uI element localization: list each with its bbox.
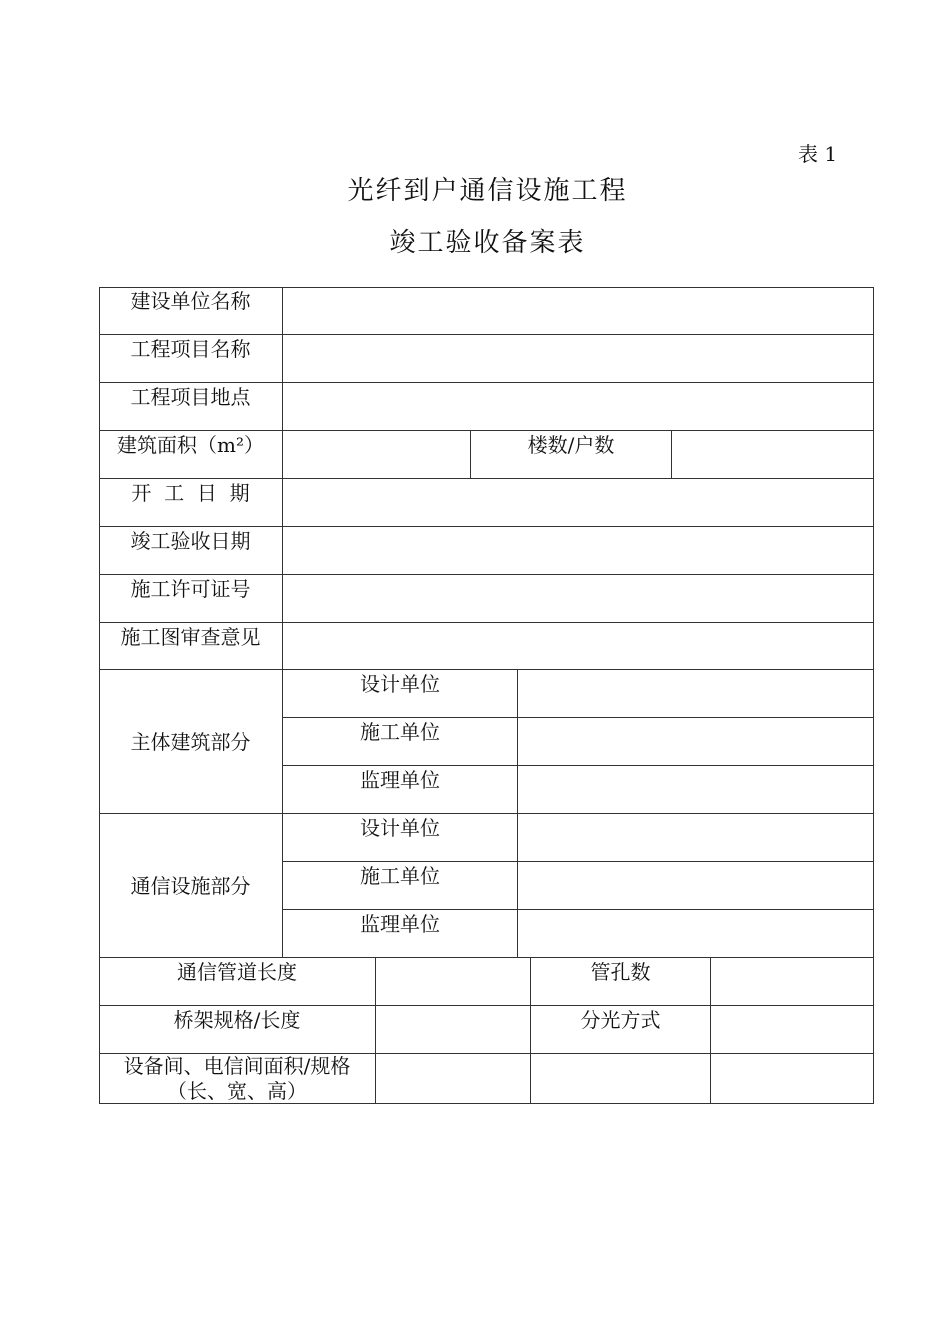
label-conduit-length: 通信管道长度 xyxy=(99,958,376,1006)
field-splitting-method[interactable] xyxy=(711,1006,874,1054)
field-construction-permit-no[interactable] xyxy=(283,575,874,623)
label-building-area: 建筑面积（m²） xyxy=(99,431,283,479)
label-main-supervision-unit: 监理单位 xyxy=(283,766,518,814)
field-start-date[interactable] xyxy=(283,479,874,527)
label-main-building-section xyxy=(99,670,283,814)
field-telecom-construction-unit[interactable] xyxy=(518,862,874,910)
label-splitting-method: 分光方式 xyxy=(531,1006,711,1054)
label-owner-unit-name: 建设单位名称 xyxy=(99,287,283,335)
label-project-name: 工程项目名称 xyxy=(99,335,283,383)
label-tray-spec-length: 桥架规格/长度 xyxy=(99,1006,376,1054)
field-conduit-length[interactable] xyxy=(376,958,531,1006)
label-project-location: 工程项目地点 xyxy=(99,383,283,431)
label-room-area-spec xyxy=(99,1054,376,1104)
room-area-spec-line-2: （长、宽、高） xyxy=(167,1079,307,1103)
label-drawing-review-opinion: 施工图审查意见 xyxy=(99,623,283,670)
field-owner-unit-name[interactable] xyxy=(283,287,874,335)
field-project-name[interactable] xyxy=(283,335,874,383)
field-main-design-unit[interactable] xyxy=(518,670,874,718)
field-duct-holes[interactable] xyxy=(711,958,874,1006)
field-room-area-spec-c[interactable] xyxy=(711,1054,874,1104)
form-title-line-2: 竣工验收备案表 xyxy=(389,228,586,258)
field-drawing-review-opinion[interactable] xyxy=(283,623,874,670)
field-building-area[interactable] xyxy=(283,431,471,479)
label-telecom-design-unit: 设计单位 xyxy=(283,814,518,862)
label-telecom-facility-section xyxy=(99,814,283,958)
label-main-design-unit: 设计单位 xyxy=(283,670,518,718)
label-telecom-construction-unit: 施工单位 xyxy=(283,862,518,910)
field-main-supervision-unit[interactable] xyxy=(518,766,874,814)
label-floors-households: 楼数/户数 xyxy=(471,431,672,479)
telecom-facility-section-text: 通信设施部分 xyxy=(130,873,251,898)
table-number: 表 1 xyxy=(798,142,838,166)
label-construction-permit-no: 施工许可证号 xyxy=(99,575,283,623)
field-room-area-spec-a[interactable] xyxy=(376,1054,531,1104)
field-completion-date[interactable] xyxy=(283,527,874,575)
label-completion-date: 竣工验收日期 xyxy=(99,527,283,575)
field-room-area-spec-b[interactable] xyxy=(531,1054,711,1104)
field-floors-households[interactable] xyxy=(672,431,874,479)
field-tray-spec-length[interactable] xyxy=(376,1006,531,1054)
form-title-line-1: 光纤到户通信设施工程 xyxy=(347,176,628,206)
field-project-location[interactable] xyxy=(283,383,874,431)
main-building-section-text: 主体建筑部分 xyxy=(130,729,251,754)
label-telecom-supervision-unit: 监理单位 xyxy=(283,910,518,958)
field-main-construction-unit[interactable] xyxy=(518,718,874,766)
field-telecom-design-unit[interactable] xyxy=(518,814,874,862)
label-start-date: 开 工 日 期 xyxy=(99,479,283,527)
field-telecom-supervision-unit[interactable] xyxy=(518,910,874,958)
acceptance-record-form xyxy=(99,287,874,1104)
label-duct-holes: 管孔数 xyxy=(531,958,711,1006)
label-main-construction-unit: 施工单位 xyxy=(283,718,518,766)
room-area-spec-line-1: 设备间、电信间面积/规格 xyxy=(123,1054,351,1078)
